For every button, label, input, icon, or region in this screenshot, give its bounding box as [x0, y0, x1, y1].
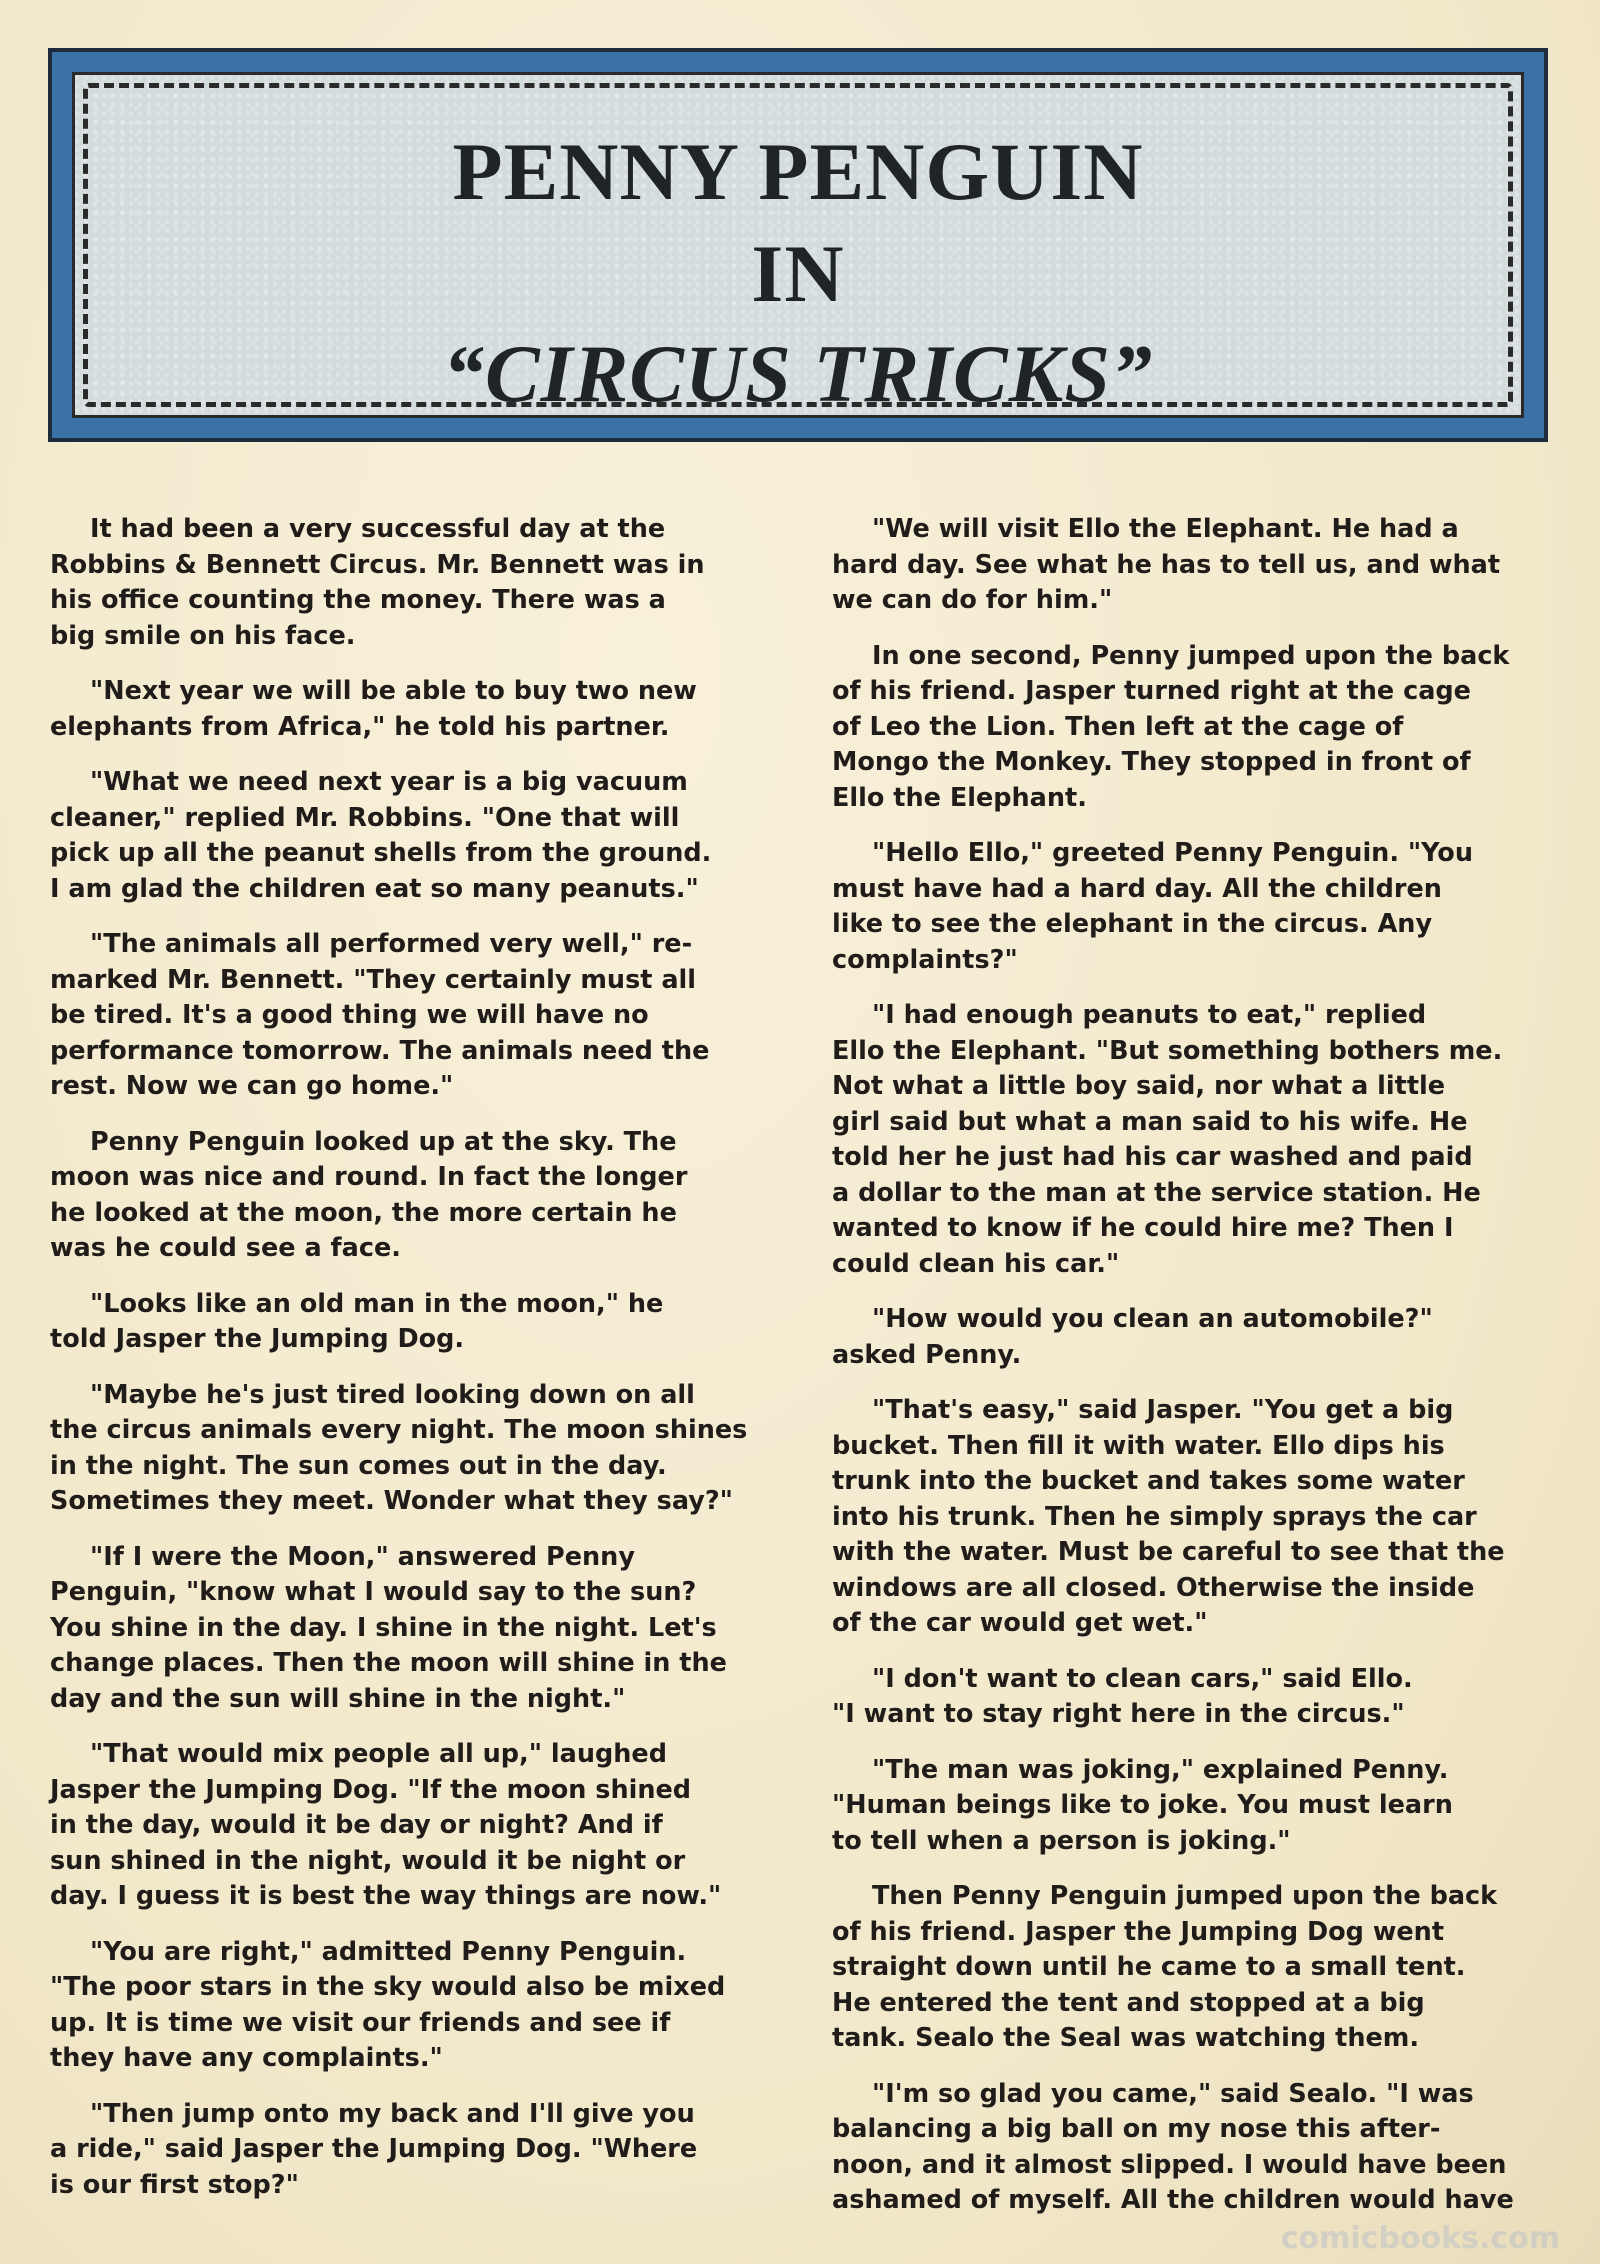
title-line-3: “CIRCUS TRICKS”: [443, 328, 1153, 419]
paragraph: Penny Penguin looked up at the sky. The moon was nice and round. In fact the longer he looked at the moon, the more certain he was he could see a face.: [50, 1126, 688, 1263]
paragraph: "I had enough peanuts to eat," replied Ello the Elephant. "But something bothers me. Not what a little boy said, nor what a little girl said but what a man said to his wife. He told her he just had his car washed and paid a dollar to the man at the service station. He wanted to know if he could hire me? Then I could clean his car.": [832, 1000, 1503, 1279]
paragraph: "What we need next year is a big vacuum cleaner," replied Mr. Robbins. "One that will pick up all the peanut shells from the ground. I am glad the children eat so many peanuts.": [50, 767, 712, 904]
paragraph: "That's easy," said Jasper. "You get a big bucket. Then fill it with water. Ello dips his trunk into the bucket and takes some water into his trunk. Then he simply sprays the car with the water. Must be careful to see that the windows are all closed. Otherwise the inside of the car would get wet.": [832, 1395, 1505, 1638]
paragraph: "That would mix people all up," laughed Jasper the Jumping Dog. "If the moon shined in the day, would it be day or night? And if sun shined in the night, would it be night or day. I guess it is best the way things are now.": [50, 1739, 722, 1911]
paragraph: "You are right," admitted Penny Penguin. "The poor stars in the sky would also be mixed up. It is time we visit our friends and see if they have any complaints.": [50, 1936, 726, 2073]
paragraph: "If I were the Moon," answered Penny Penguin, "know what I would say to the sun? You shine in the day. I shine in the night. Let's change places. Then the moon will shine in the day and the sun will shine in the night.": [50, 1541, 727, 1714]
paragraph: "Looks like an old man in the moon," he told Jasper the Jumping Dog.: [50, 1288, 664, 1354]
paragraph: Then Penny Penguin jumped upon the back of his friend. Jasper the Jumping Dog went straight down until he came to a small tent. He entered the tent and stopped at a big tank. Sealo the Seal was watching them.: [832, 1881, 1498, 2053]
paragraph: "I don't want to clean cars," said Ello. "I want to stay right here in the circus.": [832, 1663, 1413, 1729]
right-column: [832, 512, 1550, 2239]
paragraph: It had been a very successful day at the Robbins & Bennett Circus. Mr. Bennett was in his office counting the money. There was a big smile on his face.: [50, 514, 705, 651]
paragraph: "The man was joking," explained Penny. "Human beings like to joke. You must learn to tell when a person is joking.": [832, 1754, 1453, 1856]
paragraph: "How would you clean an automobile?" asked Penny.: [832, 1304, 1433, 1370]
title-line-1: PENNY PENGUIN: [452, 126, 1144, 217]
paragraph: "Hello Ello," greeted Penny Penguin. "You must have had a hard day. All the children like to see the elephant in the circus. Any complaints?": [832, 838, 1473, 975]
paragraph: In one second, Penny jumped upon the back of his friend. Jasper turned right at the cage of Leo the Lion. Then left at the cage of Mongo the Monkey. They stopped in front of Ello the Elephant.: [832, 640, 1510, 813]
title-panel-inner: [72, 72, 1524, 418]
watermark: comicbooks.com: [1280, 2221, 1560, 2256]
title-line-2: IN: [751, 228, 845, 319]
paragraph: "The animals all performed very well," re- marked Mr. Bennett. "They certainly must all be tired. It's a good thing we will have no performance tomorrow. The animals need the rest. Now we can go home.": [50, 929, 710, 1101]
paragraph: "Next year we will be able to buy two new elephants from Africa," he told his partner.: [50, 676, 697, 742]
paragraph: "We will visit Ello the Elephant. He had a hard day. See what he has to tell us, and what we can do for him.": [832, 514, 1501, 615]
paragraph: "Maybe he's just tired looking down on all the circus animals every night. The moon shines in the night. The sun comes out in the day. Sometimes they meet. Wonder what they say?": [50, 1379, 748, 1516]
paragraph: "I'm so glad you came," said Sealo. "I was balancing a big ball on my nose this after- noon, and it almost slipped. I would have been ashamed of myself. All the children would have: [832, 2078, 1514, 2215]
left-column: [50, 512, 768, 2223]
title-panel: [48, 48, 1548, 442]
paragraph: "Then jump onto my back and I'll give you a ride," said Jasper the Jumping Dog. "Where is our first stop?": [50, 2098, 698, 2200]
